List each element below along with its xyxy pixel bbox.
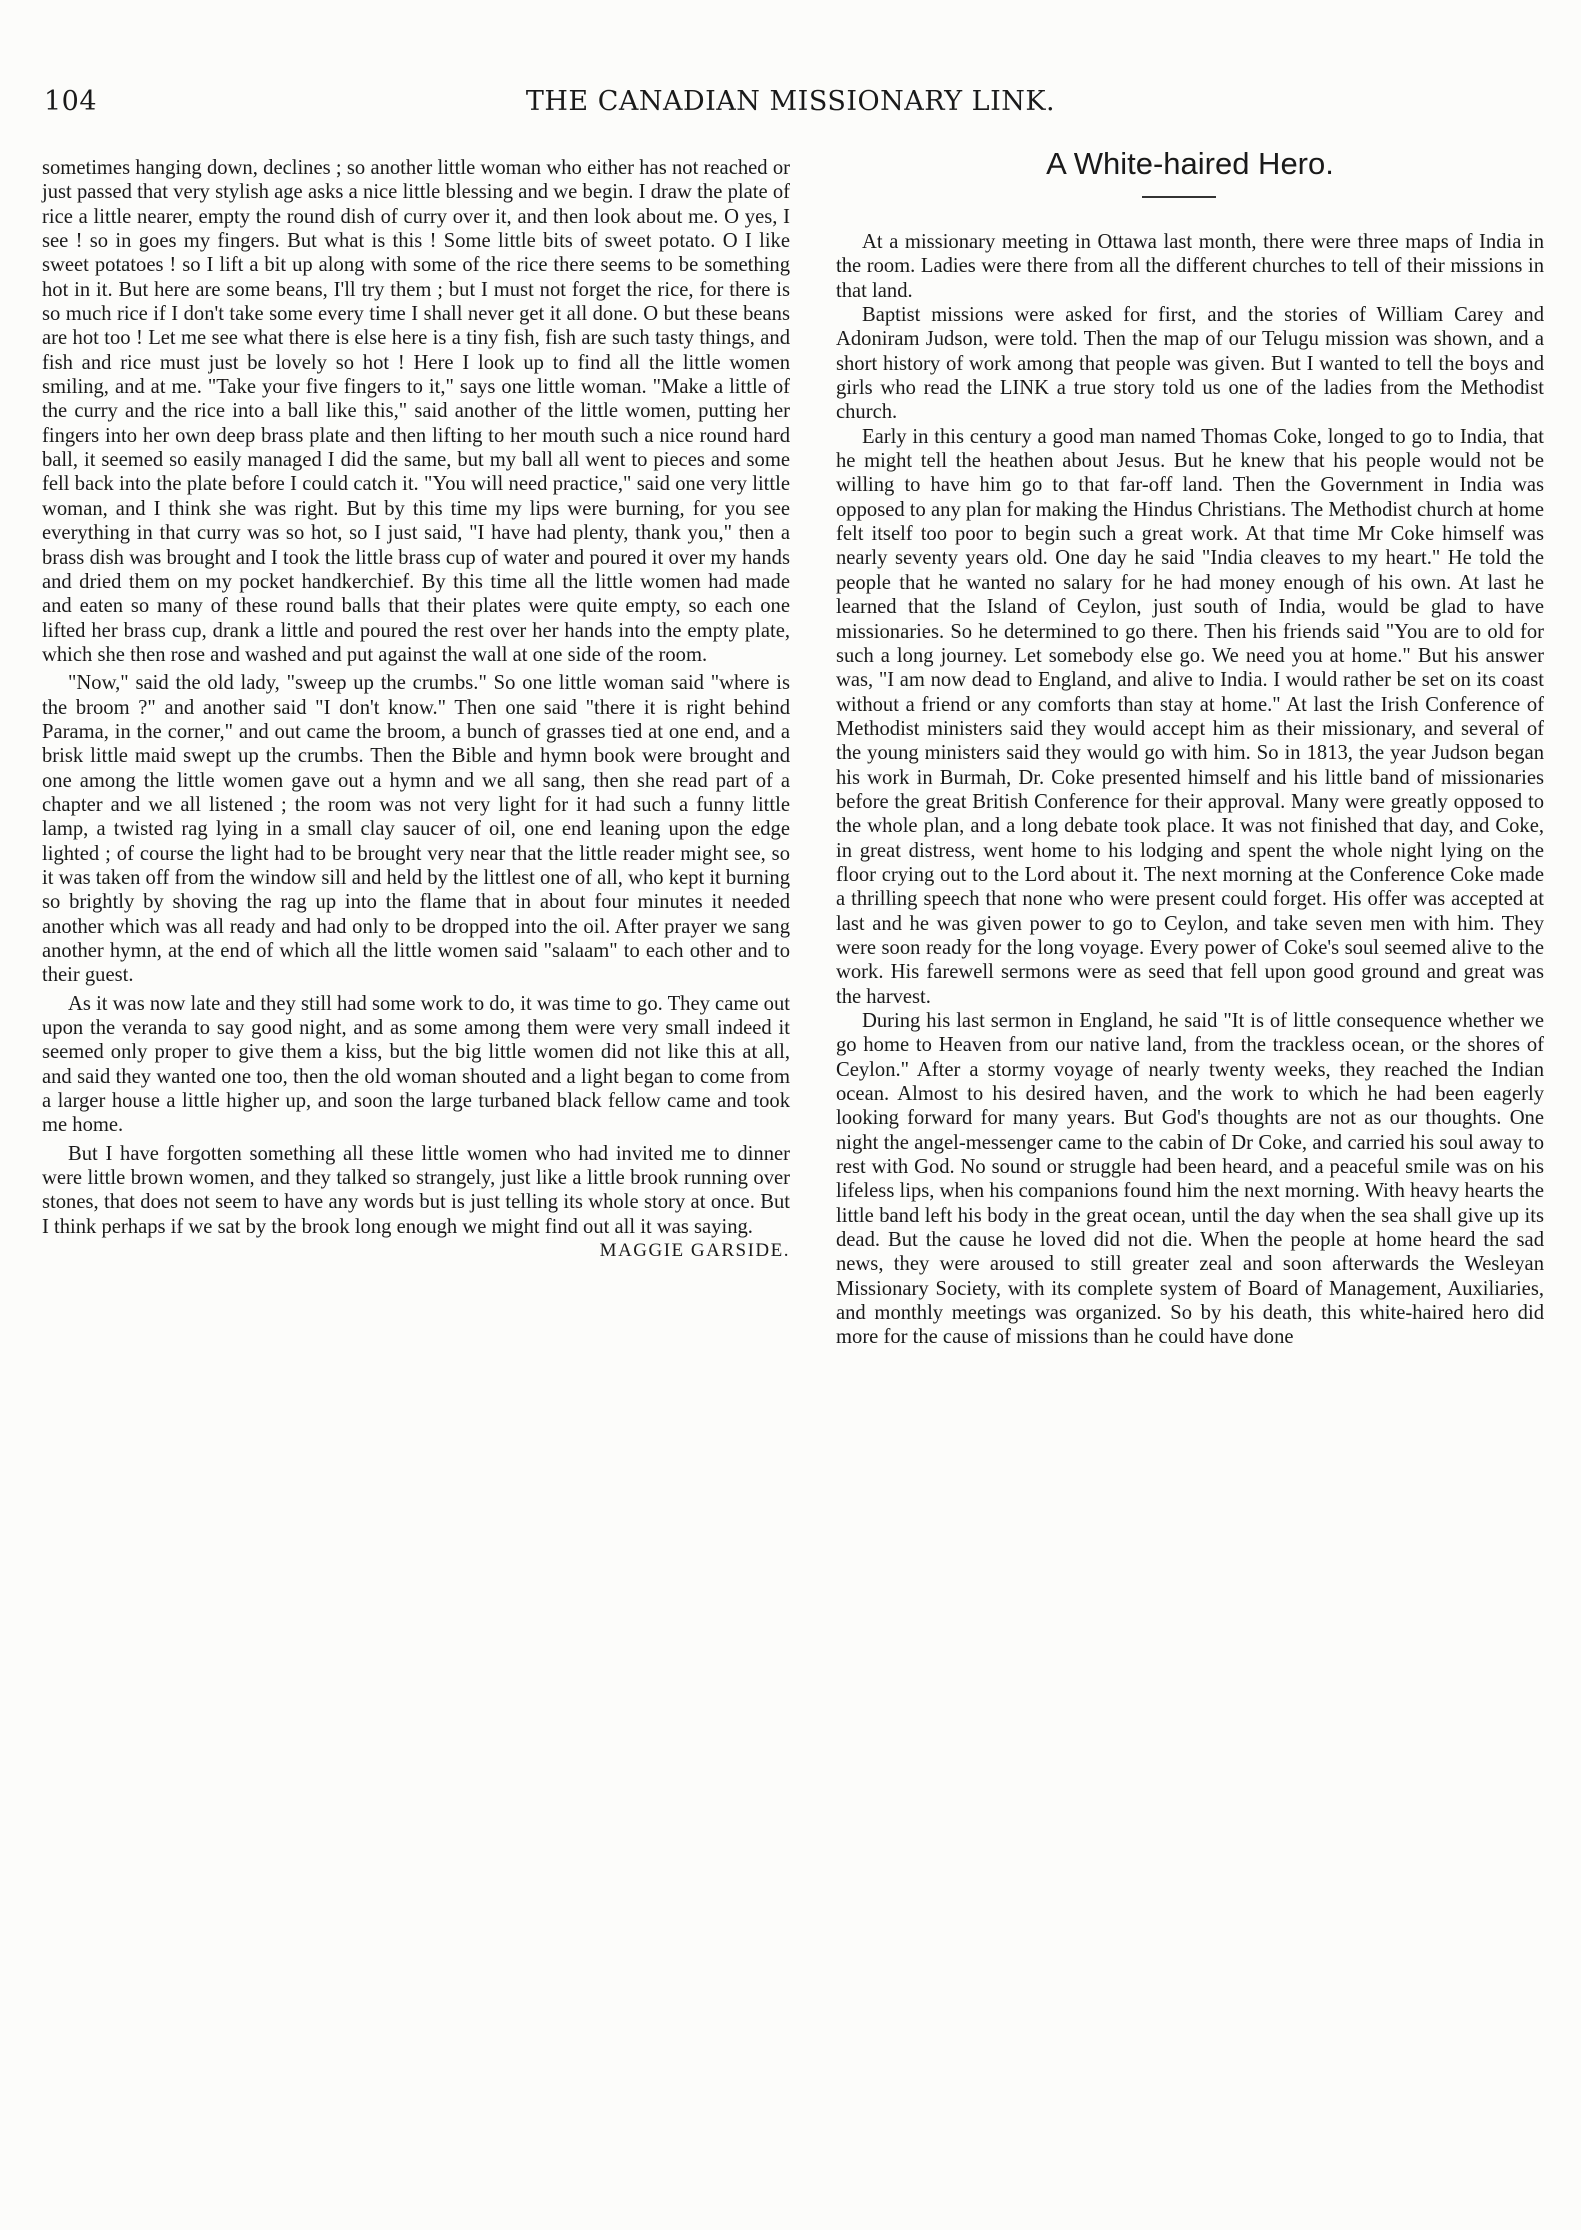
page-number: 104 [44, 86, 98, 117]
page-header [44, 86, 1537, 126]
right-column [836, 230, 1544, 1350]
paragraph: sometimes hanging down, declines ; so another little woman who either has not reached or just passed that very stylish age asks a nice little blessing and we begin. I draw the plate of rice a little nearer, empty the round dish of curry over it, and then look about me. O yes, I see ! so in goes my fingers. But what is this ! Some little bits of sweet potato. O I like sweet potatoes ! so I lift a bit up along with some of the rice there seems to be something hot in it. But here are some beans, I'll try them ; but I must not forget the rice, for there is so much rice if I don't take some every time I shall never get it all done. O but these beans are hot too ! Let me see what there is else here is a tiny fish, fish are such tasty things, and fish and rice must just be lovely so hot ! Here I look up to find all the little women smiling, and at me. "Take your five fingers to it," says one little woman. "Make a little of the curry and the rice into a ball like this," said another of the little women, putting her fingers into her own deep brass plate and then lifting to her mouth such a nice round hard ball, it seemed so easily managed I did the same, but my ball all went to pieces and some fell back into the plate before I could catch it. "You will need practice," said one very little woman, and I think she was right. But by this time my lips were burning, for you see everything in that curry was so hot, so I just said, "I have had plenty, thank you," then a brass dish was brought and I took the little brass cup of water and poured it over my hands and dried them on my pocket handkerchief. By this time all the little women had made and eaten so many of these round balls that their plates were quite empty, so each one lifted her brass cup, drank a little and poured the rest over her hands into the empty plate, which she then rose and washed and put against the wall at one side of the room. [42, 157, 790, 666]
paragraph [42, 1142, 790, 1262]
paragraph: At a missionary meeting in Ottawa last month, there were three maps of India in the room. Ladies were there from all the different churches to tell of their missions in that land. [836, 231, 1544, 302]
left-column [42, 156, 790, 1263]
paragraph: During his last sermon in England, he said "It is of little consequence whether we go home to Heaven from our native land, from the trackless ocean, or the shores of Ceylon." After a stormy voyage of nearly twenty weeks, they reached the Indian ocean. Almost to his desired haven, and the work to which he had been eagerly looking forward for many years. But God's thoughts are not as our thoughts. One night the angel-messenger came to the cabin of Dr Coke, and carried his soul away to rest with God. No sound or struggle had been heard, and a peaceful smile was on his lifeless lips, when his companions found him the next morning. With heavy hearts the little band left his body in the great ocean, until the day when the sea shall give up its dead. But the cause he loved did not die. When the people at home heard the sad news, they were aroused to still greater zeal and soon afterwards the Wesleyan Missionary Society, with its complete system of Board of Management, Auxiliaries, and monthly meetings was organized. So by his death, this white-haired hero did more for the cause of missions than he could have done [836, 1010, 1544, 1349]
paragraph: As it was now late and they still had some work to do, it was time to go. They came out upon the veranda to say good night, and as some among them were very small indeed it seemed only proper to give them a kiss, but the big little women did not like this at all, and said they wanted one too, then the old woman shouted and a light began to come from a larger house a little higher up, and soon the large turbaned black fellow came and took me home. [42, 992, 790, 1137]
paragraph: Baptist missions were asked for first, and the stories of William Carey and Adoniram Judson, were told. Then the map of our Telugu mission was shown, and a short history of work among that people was given. But I wanted to tell the boys and girls who read the LINK a true story told us one of the ladies from the Methodist church. [836, 304, 1544, 424]
paragraph: "Now," said the old lady, "sweep up the crumbs." So one little woman said "where is the broom ?" and another said "I don't know." Then one said "there it is right behind Parama, in the corner," and out came the broom, a bunch of grasses tied at one end, and a brisk little maid swept up the crumbs. Then the Bible and hymn book were brought and one among the little women gave out a hymn and we all sang, then she read part of a chapter and we all listened ; the room was not very light for it had such a funny little lamp, a twisted rag lying in a small clay saucer of oil, one end leaning upon the edge lighted ; of course the light had to be brought very near that the little reader might see, so it was taken off from the window sill and held by the littlest one of all, who kept it burning so brightly by shoving the rag up into the flame that in about four minutes it needed another which was all ready and had only to be dropped into the oil. After prayer we sang another hymn, at the end of which all the little women said "salaam" to each other and to their guest. [42, 672, 790, 987]
paragraph-text: But I have forgotten something all these little women who had invited me to dinner were little brown women, and they talked so strangely, just like a little brook running over stones, that does not seem to have any words but is just telling its whole story at once. But I think perhaps if we sat by the brook long enough we might find out all it was saying. [42, 1142, 790, 1238]
article-title: A White-haired Hero. [1046, 146, 1334, 181]
paragraph: Early in this century a good man named Thomas Coke, longed to go to India, that he might tell the heathen about Jesus. But he knew that his people would not be willing to have him go to that far-off land. Then the Government in India was opposed to any plan for making the Hindus Christians. The Methodist church at home felt itself too poor to begin such a great work. At that time Mr Coke himself was nearly seventy years old. One day he said "India cleaves to my heart." He told the people that he wanted no salary for he had money enough of his own. At last he learned that the Island of Ceylon, just south of India, would be glad to have missionaries. So he determined to go there. Then his friends said "You are to old for such a long journey. Let somebody else go. We need you at home." But his answer was, "I am now dead to England, and alive to India. I would rather be set on its coast without a friend or any comforts than stay at home." At last the Irish Conference of Methodist ministers said they would accept him as their missionary, and several of the young ministers said they would go with him. So in 1813, the year Judson began his work in Burmah, Dr. Coke presented himself and his little band of missionaries before the great British Conference for their approval. Many were greatly opposed to the whole plan, and a long debate took place. It was not finished that day, and Coke, in great distress, went home to his lodging and spent the whole night lying on the floor crying out to the Lord about it. The next morning at the Conference Coke made a thrilling speech that none who were present could forget. His offer was accepted at last and he was given power to go to Ceylon, and take seven men with him. They were soon ready for the long voyage. Every power of Coke's soul seemed alive to the work. His farewell sermons were as seed that fell upon good ground and great was the harvest. [836, 425, 1544, 1008]
author-signature: MAGGIE GARSIDE. [599, 1240, 790, 1262]
title-divider [1142, 196, 1216, 198]
journal-title: THE CANADIAN MISSIONARY LINK. [525, 86, 1056, 117]
